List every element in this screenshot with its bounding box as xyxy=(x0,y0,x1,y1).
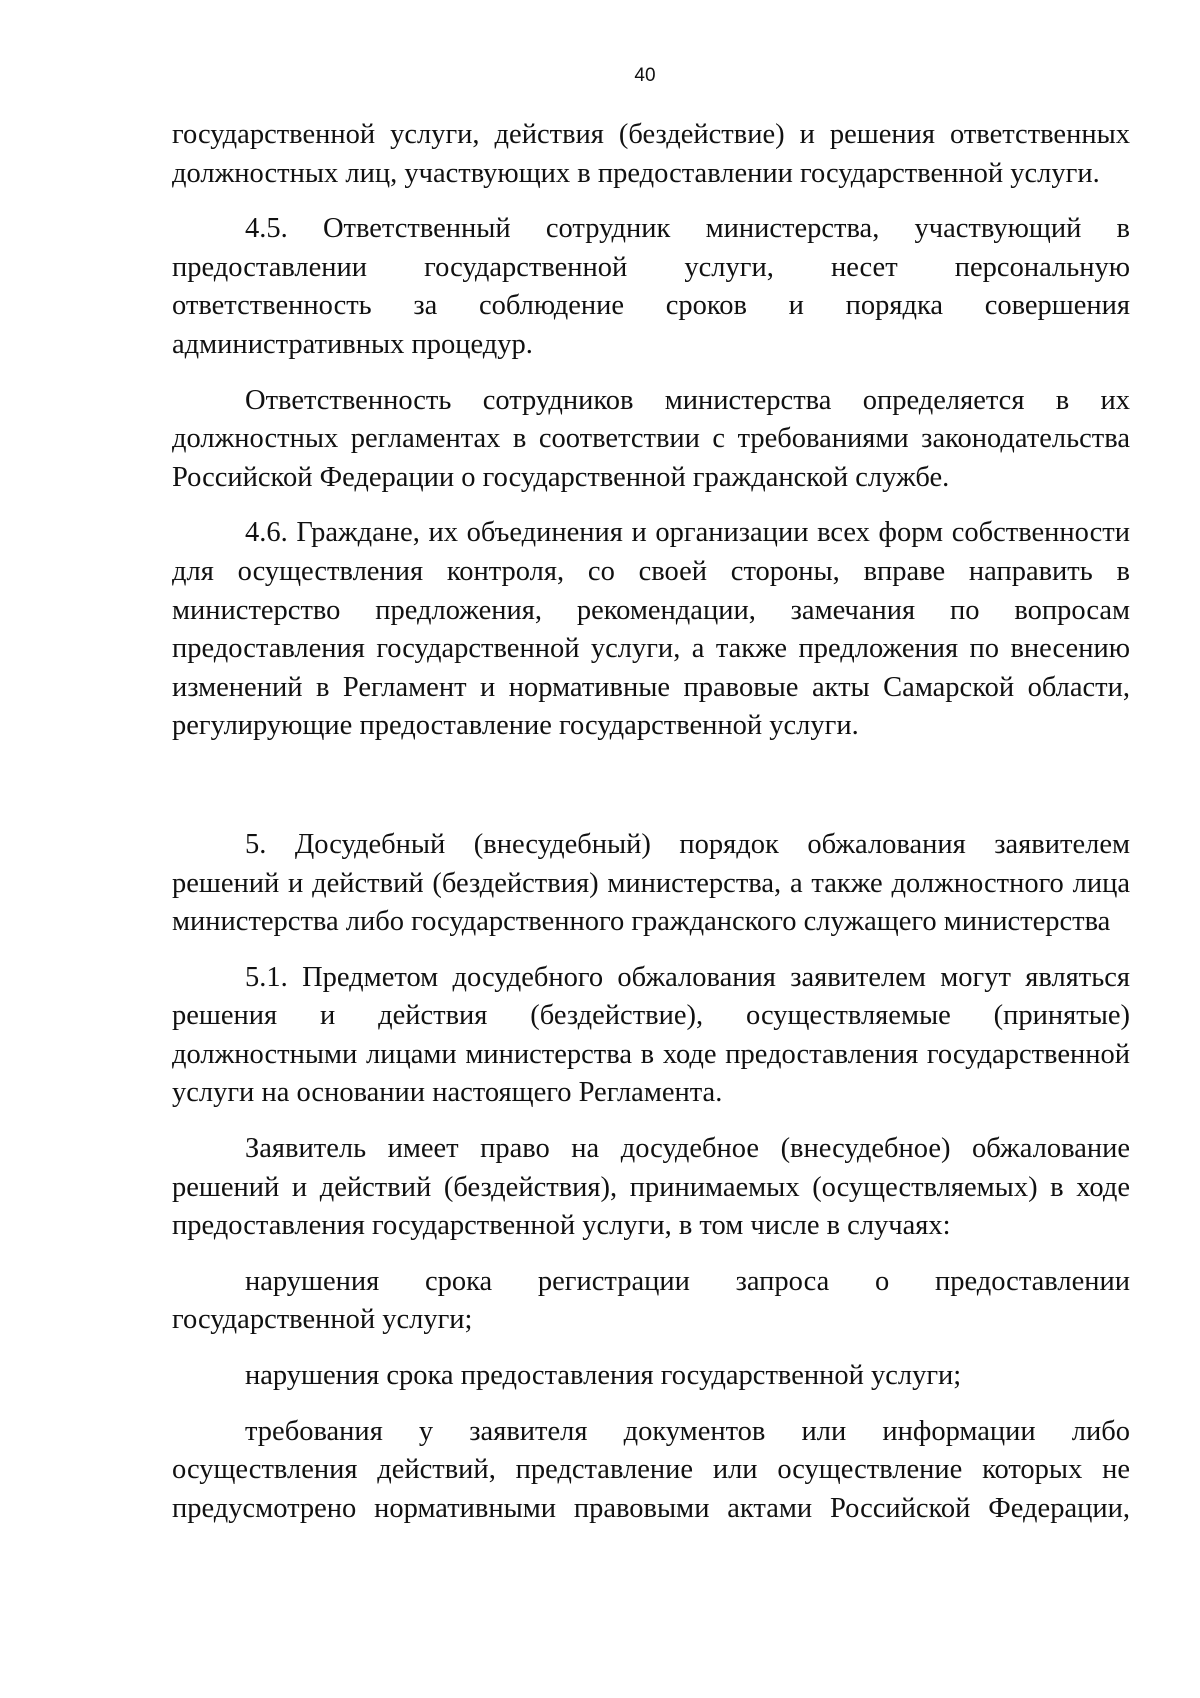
paragraph-appeal-right: Заявитель имеет право на досудебное (внесудебное) обжалование решений и действий (бездействия), принимаемых (осуществляемых) в ходе предоставления государственной услуги, в том числе в случаях: xyxy=(172,1133,1130,1242)
paragraph-5-1: 5.1. Предметом досудебного обжалования заявителем могут являться решения и действия (бездействие), осуществляемые (принятые) должностными лицами министерства в ходе предоставления государственной услуги на основании настоящего Регламента. xyxy=(172,961,1130,1109)
document-body xyxy=(172,116,1130,1545)
paragraph-responsibility: Ответственность сотрудников министерства определяется в их должностных регламентах в соответствии с требованиями законодательства Российской Федерации о государственной гражданской службе. xyxy=(172,384,1130,493)
paragraph-case-registration: нарушения срока регистрации запроса о предоставлении государственной услуги; xyxy=(172,1265,1130,1336)
page-number: 40 xyxy=(634,65,656,86)
paragraph-case-documents: требования у заявителя документов или информации либо осуществления действий, представление или осуществление которых не предусмотрено нормативными правовыми актами Российской Федерации, xyxy=(172,1415,1130,1524)
paragraph-4-6: 4.6. Граждане, их объединения и организации всех форм собственности для осуществления контроля, со своей стороны, вправе направить в министерство предложения, рекомендации, замечания по вопросам предоставления государственной услуги, а также предложения по внесению изменений в Регламент и нормативные правовые акты Самарской области, регулирующие предоставление государственной услуги. xyxy=(172,517,1130,742)
paragraph-continuation: государственной услуги, действия (бездействие) и решения ответственных должностных лиц, участвующих в предоставлении государственной услуги. xyxy=(172,119,1130,189)
paragraph-4-5: 4.5. Ответственный сотрудник министерства, участвующий в предоставлении государственной услуги, несет персональную ответственность за соблюдение сроков и порядка совершения административных процедур. xyxy=(172,213,1130,360)
paragraph-case-deadline: нарушения срока предоставления государственной услуги; xyxy=(245,1360,962,1392)
section-5-heading: 5. Досудебный (внесудебный) порядок обжалования заявителем решений и действий (бездействия) министерства, а также должностного лица министерства либо государственного гражданского служащего министерства xyxy=(172,828,1130,938)
